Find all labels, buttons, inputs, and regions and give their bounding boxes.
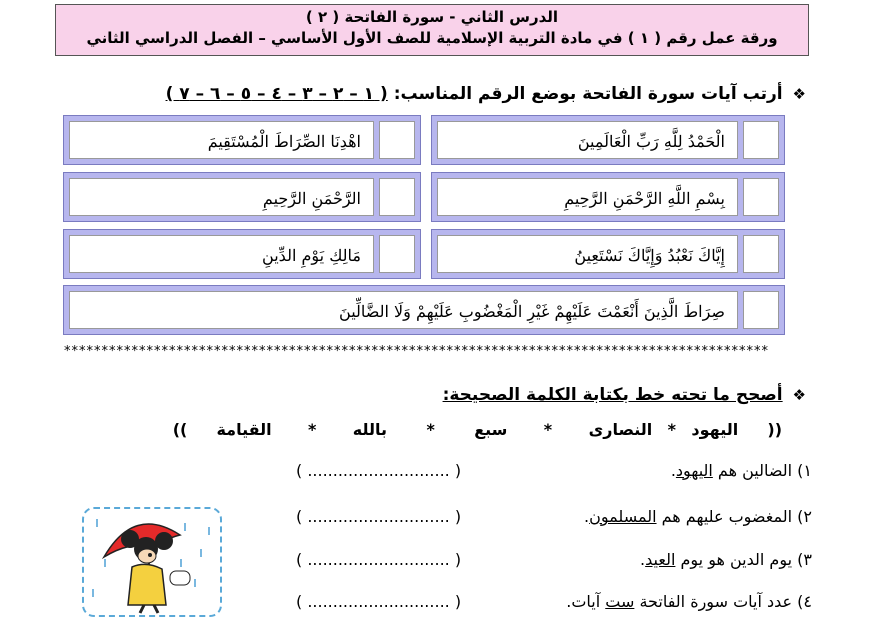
item-text-end: آيات. <box>566 592 606 611</box>
underlined-word: ست <box>605 592 635 611</box>
item-text: عدد آيات سورة الفاتحة <box>634 592 793 611</box>
correction-item <box>584 507 812 526</box>
answer-blank[interactable]: ( ............................ ) <box>296 592 462 611</box>
verse-text: إِيَّاكَ نَعْبُدُ وَإِيَّاكَ نَسْتَعِينُ <box>437 235 738 273</box>
word-bank-close: )) <box>172 420 188 439</box>
verse-cell <box>63 115 421 165</box>
correction-item <box>671 461 812 480</box>
word-bank-word: القيامة <box>216 420 272 439</box>
answer-blank[interactable]: ( ............................ ) <box>296 550 462 569</box>
word-separator: * <box>426 420 435 439</box>
answer-blank[interactable]: ( ............................ ) <box>296 461 462 480</box>
verse-cell <box>431 172 785 222</box>
word-separator: * <box>667 420 676 439</box>
verse-text: الْحَمْدُ لِلَّهِ رَبِّ الْعَالَمِينَ <box>437 121 738 159</box>
underlined-word: العيد <box>645 550 676 569</box>
worksheet-subtitle: ورقة عمل رقم ( ١ ) في مادة التربية الإسلامية للصف الأول الأساسي – الفصل الدراسي الثاني <box>86 29 778 47</box>
item-number: ٢) <box>797 507 812 526</box>
verse-cell <box>63 229 421 279</box>
item-text: المغضوب عليهم هم <box>656 507 793 526</box>
answer-box[interactable] <box>743 121 779 159</box>
item-number: ١) <box>797 461 812 480</box>
verse-text: اهْدِنَا الصِّرَاطَ الْمُسْتَقِيمَ <box>69 121 374 159</box>
word-bank-word: سبع <box>474 420 508 439</box>
section-divider: ********************************************************************************************** <box>64 344 769 359</box>
lesson-title: الدرس الثاني - سورة الفاتحة ( ٢ ) <box>305 8 559 26</box>
diamond-bullet-icon: ❖ <box>792 85 806 103</box>
question-2-heading <box>443 385 806 405</box>
question-2-prompt: أصحح ما تحته خط بكتابة الكلمة الصحيحة: <box>442 385 783 405</box>
correction-item <box>640 550 812 569</box>
answer-box[interactable] <box>379 178 415 216</box>
answer-box[interactable] <box>743 235 779 273</box>
order-numbers: ( ١ – ٢ – ٣ – ٤ – ٥ – ٦ – ٧ ) <box>165 84 388 104</box>
worksheet-header <box>55 4 809 56</box>
verse-cell <box>431 115 785 165</box>
question-1-heading <box>166 84 806 104</box>
verse-text: بِسْمِ اللَّهِ الرَّحْمَنِ الرَّحِيمِ <box>437 178 738 216</box>
diamond-bullet-icon: ❖ <box>792 386 806 404</box>
answer-box[interactable] <box>743 291 779 329</box>
word-separator: * <box>543 420 553 439</box>
item-number: ٣) <box>797 550 812 569</box>
item-text-end: . <box>640 550 646 569</box>
underlined-word: المسلمون <box>589 507 657 526</box>
verse-text: صِرَاطَ الَّذِينَ أَنْعَمْتَ عَلَيْهِمْ غَيْرِ الْمَغْضُوبِ عَلَيْهِمْ وَلَا الضَّالِّينَ <box>69 291 738 329</box>
item-text-end: . <box>670 461 676 480</box>
answer-box[interactable] <box>743 178 779 216</box>
verse-cell-wide <box>63 285 785 335</box>
item-text: الضالين هم <box>712 461 793 480</box>
cartoon-mouse-umbrella-icon <box>82 507 222 617</box>
question-1-prompt: أرتب آيات سورة الفاتحة بوضع الرقم المناسب: <box>393 84 783 104</box>
answer-box[interactable] <box>379 235 415 273</box>
verse-cell <box>63 172 421 222</box>
word-bank <box>173 420 782 439</box>
verse-cell <box>431 229 785 279</box>
item-text-end: . <box>584 507 590 526</box>
item-number: ٤) <box>797 592 812 611</box>
word-bank-open: (( <box>767 420 782 439</box>
item-text: يوم الدين هو يوم <box>675 550 793 569</box>
underlined-word: اليهود <box>675 461 713 480</box>
cartoon-mouse-umbrella-icon <box>84 509 220 615</box>
word-bank-word: اليهود <box>691 420 739 439</box>
answer-blank[interactable]: ( ............................ ) <box>296 507 462 526</box>
verse-text: الرَّحْمَنِ الرَّحِيمِ <box>69 178 374 216</box>
word-separator: * <box>308 420 317 439</box>
correction-item <box>566 592 812 611</box>
answer-box[interactable] <box>379 121 415 159</box>
word-bank-word: النصارى <box>588 420 653 439</box>
word-bank-word: بالله <box>352 420 388 439</box>
verse-text: مَالِكِ يَوْمِ الدِّينِ <box>69 235 374 273</box>
